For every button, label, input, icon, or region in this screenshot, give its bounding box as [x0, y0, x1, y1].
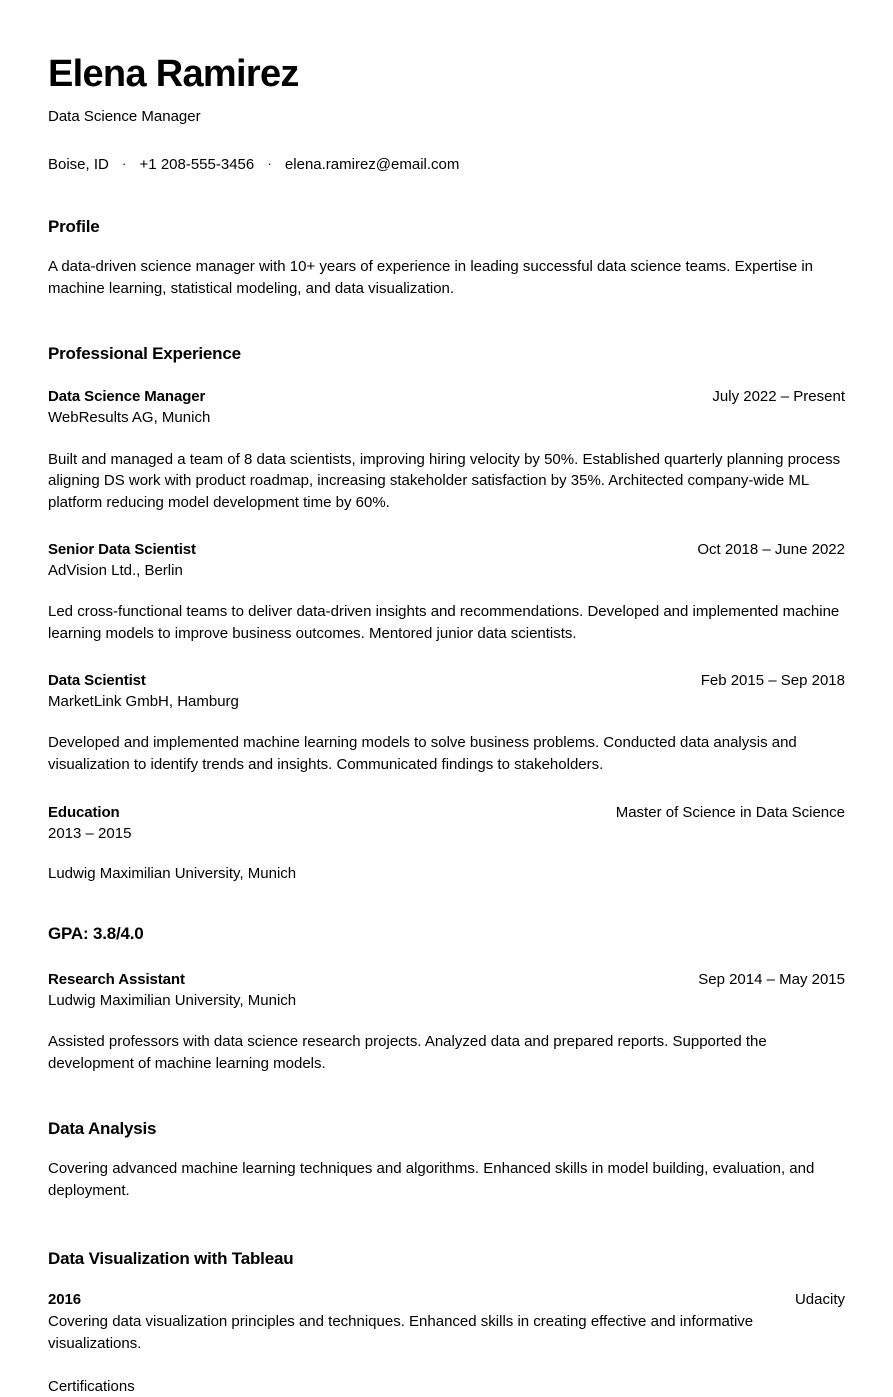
entry-title: Research Assistant	[48, 970, 185, 988]
education-header-row	[48, 803, 845, 823]
section-heading-experience: Professional Experience	[48, 343, 241, 363]
section-heading-profile: Profile	[48, 216, 100, 236]
entry-organization: MarketLink GmbH, Hamburg	[48, 693, 239, 711]
contact-separator-icon: ·	[267, 155, 272, 171]
entry-header-row	[48, 970, 845, 990]
certifications-label: Certifications	[48, 1377, 135, 1395]
contact-location: Boise, ID	[48, 155, 109, 173]
entry-date: Oct 2018 – June 2022	[697, 540, 845, 558]
candidate-job-title: Data Science Manager	[48, 108, 201, 126]
certification-year: 2016	[48, 1291, 81, 1309]
entry-header-row	[48, 671, 845, 691]
experience-entry	[48, 387, 845, 514]
education-entry	[48, 803, 845, 885]
entry-title: Data Science Manager	[48, 388, 206, 406]
certification-description: Covering data visualization principles and techniques. Enhanced skills in creating effective and informative visualizations.	[48, 1313, 754, 1353]
entry-organization: Ludwig Maximilian University, Munich	[48, 992, 297, 1010]
experience-entry	[48, 671, 845, 776]
entry-description: Assisted professors with data science research projects. Analyzed data and prepared reports. Supported the development of machine learning models.	[48, 1033, 767, 1073]
entry-date: Feb 2015 – Sep 2018	[700, 671, 845, 689]
contact-email: elena.ramirez@email.com	[284, 155, 460, 173]
entry-description: Developed and implemented machine learning models to solve business problems. Conducted data analysis and visualization to identify trends and insights. Communicated findings to stakeholders.	[48, 734, 797, 774]
contact-line	[48, 155, 845, 175]
entry-organization: AdVision Ltd., Berlin	[48, 562, 183, 580]
entry-description: Led cross-functional teams to deliver data-driven insights and recommendations. Developed and implemented machine learning models to improve business outcomes. Mentored junior data scientists.	[48, 603, 840, 643]
data-analysis-text: Covering advanced machine learning techniques and algorithms. Enhanced skills in model building, evaluation, and deployment.	[48, 1160, 815, 1200]
education-title: Education	[48, 803, 120, 821]
education-degree: Master of Science in Data Science	[615, 803, 845, 821]
certification-provider: Udacity	[794, 1291, 845, 1309]
certification-entry	[48, 1290, 845, 1397]
entry-date: Sep 2014 – May 2015	[698, 970, 845, 988]
research-entry	[48, 970, 845, 1075]
resume-header	[48, 54, 845, 175]
profile-text: A data-driven science manager with 10+ years of experience in leading successful data science teams. Expertise in machine learning, statistical modeling, and data visualization.	[48, 258, 813, 297]
entry-header-row	[48, 1290, 845, 1310]
education-years: 2013 – 2015	[48, 825, 132, 843]
entry-header-row	[48, 540, 845, 560]
education-school: Ludwig Maximilian University, Munich	[48, 865, 297, 883]
candidate-name: Elena Ramirez	[48, 53, 299, 95]
contact-separator-icon: ·	[122, 155, 127, 171]
entry-title: Data Scientist	[48, 671, 146, 689]
experience-entry	[48, 540, 845, 645]
entry-header-row	[48, 387, 845, 407]
entry-title: Senior Data Scientist	[48, 540, 196, 558]
entry-description: Built and managed a team of 8 data scientists, improving hiring velocity by 50%. Established quarterly planning process aligning DS work with product roadmap, increasing stakeholder satisfaction by 35%. Architected company-wide ML platform reducing model development time by 60%.	[48, 450, 841, 512]
section-heading-data-analysis: Data Analysis	[48, 1118, 157, 1138]
entry-organization: WebResults AG, Munich	[48, 409, 211, 427]
section-heading-tableau: Data Visualization with Tableau	[48, 1248, 294, 1268]
education-gpa: GPA: 3.8/4.0	[48, 923, 144, 943]
entry-date: July 2022 – Present	[712, 388, 845, 406]
contact-phone: +1 208-555-3456	[139, 155, 255, 173]
